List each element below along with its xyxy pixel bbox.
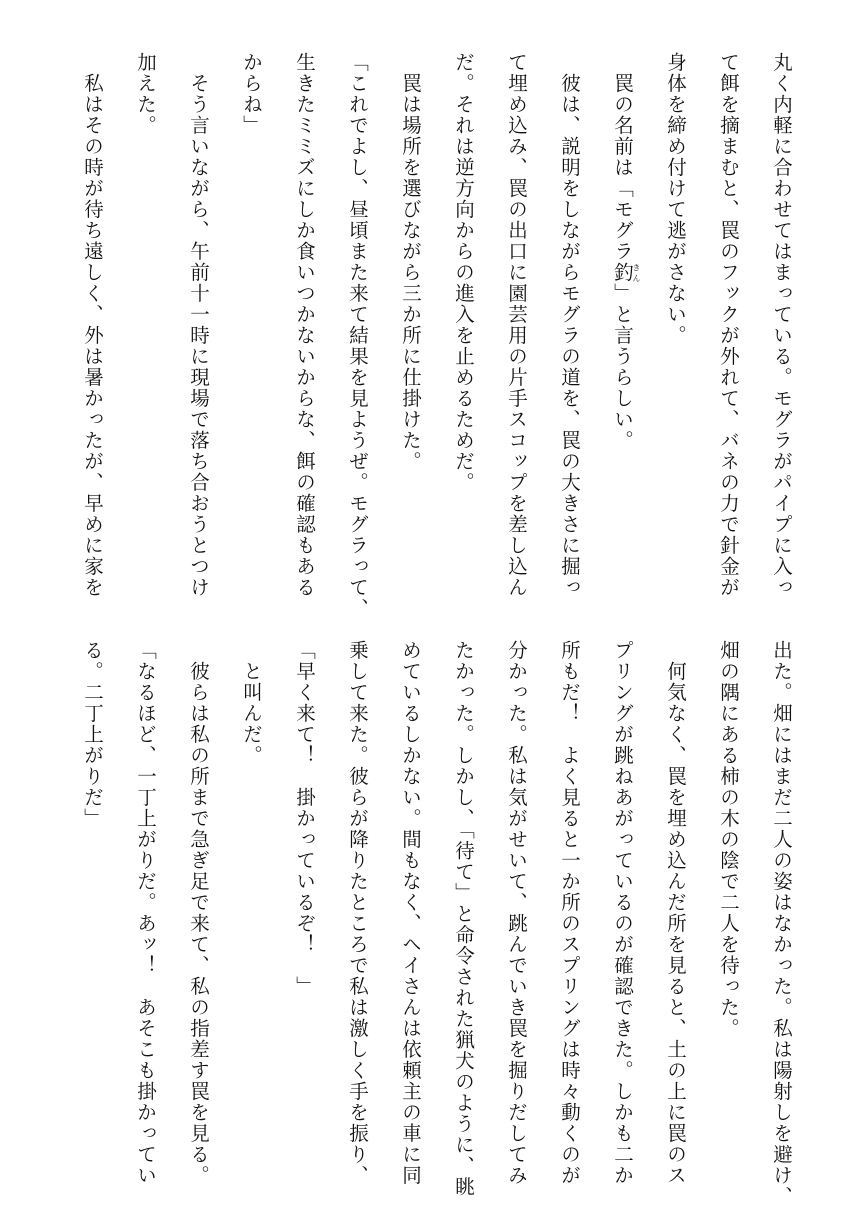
text-line: 身体を締め付けて逃がさない。 xyxy=(664,52,687,346)
text-line: そう言いながら、午前十一時に現場で落ち合おうとつけ xyxy=(187,52,210,598)
text-line: 生きたミミズにしか食いつかないからな、餌の確認もある xyxy=(293,52,316,598)
text-line: 私はその時が待ち遠しく、外は暑かったが、早めに家を xyxy=(81,52,104,598)
ruby-annotation xyxy=(611,262,641,283)
text-segment: 罠の名前は「モグラ xyxy=(611,52,634,262)
text-line: て埋め込み、罠の出口に園芸用の片手スコップを差し込ん xyxy=(505,52,528,598)
text-line: からね」 xyxy=(240,52,263,136)
text-segment: 」と言うらしい。 xyxy=(611,283,634,451)
bottom-text-block xyxy=(48,640,808,1207)
text-line: 彼らは私の所まで急ぎ足で来て、私の指差す罠を見る。 xyxy=(187,640,210,1186)
ruby-reading: きん xyxy=(632,262,641,283)
text-line: 所もだ！ よく見ると一か所のスプリングは時々動くのが xyxy=(558,640,581,1186)
text-line: だ。それは逆方向からの進入を止めるためだ。 xyxy=(452,52,475,493)
text-line: 罠は場所を選びながら三か所に仕掛けた。 xyxy=(399,52,422,472)
top-text-block xyxy=(48,52,808,619)
text-line: 出た。畑にはまだ二人の姿はなかった。私は陽射しを避け、 xyxy=(770,640,793,1207)
text-line-with-ruby xyxy=(596,52,649,582)
text-line: 彼は、説明をしながらモグラの道を、罠の大きさに掘っ xyxy=(558,52,581,598)
text-line: 加えた。 xyxy=(134,52,157,136)
text-line: 「早く来て！ 掛かっているぞ！ 」 xyxy=(293,640,316,997)
text-line: 乗して来た。彼らが降りたところで私は激しく手を振り、 xyxy=(346,640,369,1186)
text-line: る。二丁上がりだ」 xyxy=(81,640,104,829)
text-line: 分かった。私は気がせいて、跳んでいき罠を掘りだしてみ xyxy=(505,640,528,1186)
ruby-base: 釣 xyxy=(611,262,634,283)
text-line: めているしかない。間もなく、ヘイさんは依頼主の車に同 xyxy=(399,640,422,1186)
text-line: たかった。しかし、「待て」と命令された猟犬のように、眺 xyxy=(452,640,475,1198)
text-line: 何気なく、罠を埋め込んだ所を見ると、土の上に罠のス xyxy=(664,640,687,1186)
text-line: て餌を摘まむと、罠のフックが外れて、バネの力で針金が xyxy=(717,52,740,598)
text-line: と叫んだ。 xyxy=(240,640,263,766)
text-line: 丸く内軽に合わせてはまっている。モグラがパイプに入っ xyxy=(770,52,793,598)
text-line: プリングが跳ねあがっているのが確認できた。しかも二か xyxy=(611,640,634,1186)
text-line: 「なるほど、一丁上がりだ。あッ！ あそこも掛かってい xyxy=(134,640,157,1186)
text-line: 畑の隅にある柿の木の陰で二人を待った。 xyxy=(717,640,740,1039)
text-line: 「これでよし、昼頃また来て結果を見ようぜ。モグラって、 xyxy=(346,52,369,619)
